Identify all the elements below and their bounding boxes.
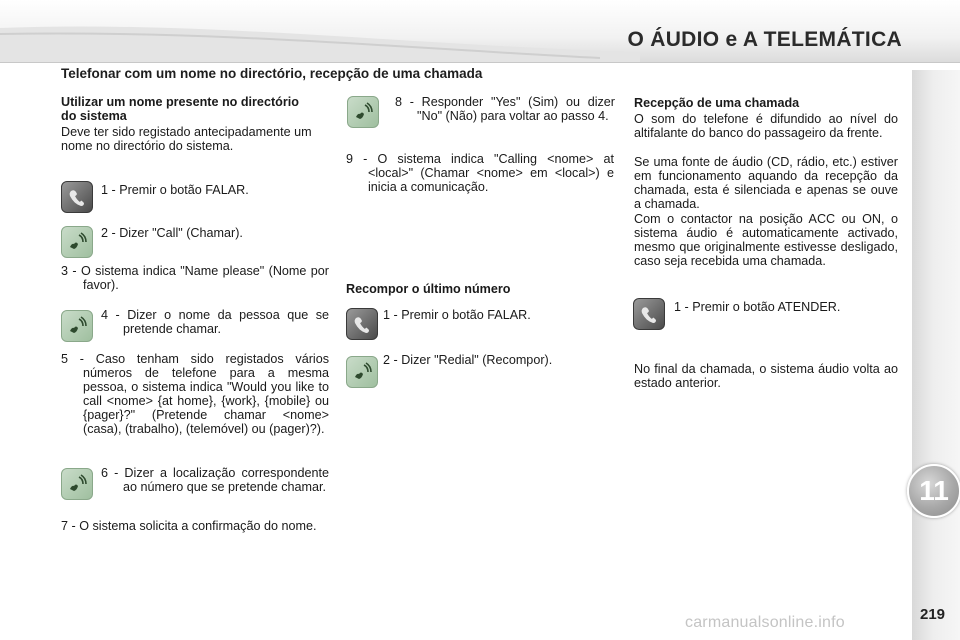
reception-para-3: Com o contactor na posição ACC ou ON, o sistema áudio é automaticamente activado, mesmo que originalmente estivesse desligado, caso seja recebida uma chamada. bbox=[634, 212, 898, 268]
step-7-text: 7 - O sistema solicita a confirmação do nome. bbox=[61, 519, 317, 533]
watermark: carmanualsonline.info bbox=[685, 614, 845, 631]
step-6-text: 6 - Dizer a localização correspondente ao número que se pretende chamar. bbox=[101, 466, 329, 494]
section-title: Telefonar com um nome no directório, recepção de uma chamada bbox=[61, 66, 483, 81]
subheading-directory: Utilizar um nome presente no directório do sistema bbox=[61, 95, 299, 123]
phone-button-icon bbox=[346, 308, 378, 340]
side-strip bbox=[912, 70, 960, 640]
voice-command-icon bbox=[61, 226, 93, 258]
reception-para-1: O som do telefone é difundido ao nível do altifalante do banco do passageiro da frente. bbox=[634, 112, 898, 140]
step-9-text: 9 - O sistema indica "Calling <nome> at <local>" (Chamar <nome> em <local>) e inicia a comunicação. bbox=[346, 152, 614, 194]
step-4-text: 4 - Dizer o nome da pessoa que se pretende chamar. bbox=[101, 308, 329, 336]
reception-para-4: No final da chamada, o sistema áudio volta ao estado anterior. bbox=[634, 362, 898, 390]
step-1-text: 1 - Premir o botão FALAR. bbox=[101, 183, 249, 197]
voice-command-icon bbox=[347, 96, 379, 128]
chapter-title: O ÁUDIO e A TELEMÁTICA bbox=[627, 28, 902, 51]
redial-heading: Recompor o último número bbox=[346, 282, 511, 296]
step-5-text: 5 - Caso tenham sido registados vários números de telefone para a mesma pessoa, o sistema indica "Would you like to call <nome> {at home}, {work}, {mobile} ou {pager}?" (Pretende chamar <nome> (casa), (trabalho), (telemóvel) ou (pager)?). bbox=[61, 352, 329, 436]
voice-command-icon bbox=[346, 356, 378, 388]
phone-button-icon bbox=[633, 298, 665, 330]
redial-step-2-text: 2 - Dizer "Redial" (Recompor). bbox=[383, 353, 553, 367]
reception-para-2: Se uma fonte de áudio (CD, rádio, etc.) estiver em funcionamento aquando da recepção da chamada, esta é silenciada e apenas se ouve a chamada. bbox=[634, 155, 898, 211]
step-8-text: 8 - Responder "Yes" (Sim) ou dizer "No" (Não) para voltar ao passo 4. bbox=[395, 95, 615, 123]
intro-text: Deve ter sido registado antecipadamente um nome no directório do sistema. bbox=[61, 125, 312, 153]
page-header bbox=[0, 0, 960, 63]
reception-heading: Recepção de uma chamada bbox=[634, 96, 800, 110]
redial-step-1-text: 1 - Premir o botão FALAR. bbox=[383, 308, 531, 322]
chapter-badge: 11 bbox=[907, 464, 960, 518]
page-number: 219 bbox=[920, 606, 946, 623]
voice-command-icon bbox=[61, 468, 93, 500]
answer-step-1-text: 1 - Premir o botão ATENDER. bbox=[674, 300, 841, 314]
phone-button-icon bbox=[61, 181, 93, 213]
step-3-text: 3 - O sistema indica "Name please" (Nome por favor). bbox=[61, 264, 329, 292]
voice-command-icon bbox=[61, 310, 93, 342]
step-2-text: 2 - Dizer "Call" (Chamar). bbox=[101, 226, 243, 240]
